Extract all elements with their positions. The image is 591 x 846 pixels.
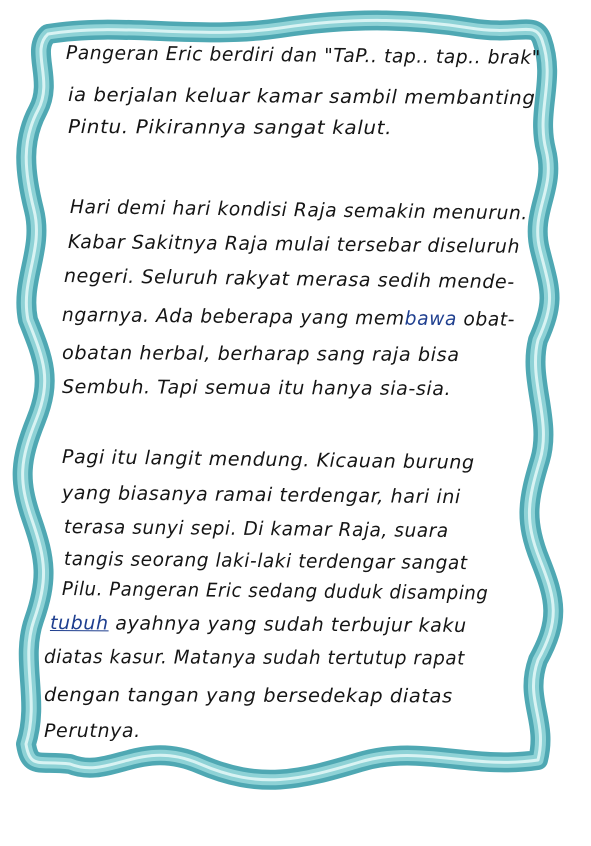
underlined-blue-word: tubuh bbox=[49, 612, 109, 635]
paragraph-3-line-4: tangis seorang laki-laki terdengar sangat bbox=[63, 548, 468, 575]
paragraph-3-line-6 bbox=[50, 612, 467, 637]
paragraph-3-line-5: Pilu. Pangeran Eric sedang duduk disamping bbox=[61, 578, 489, 605]
paragraph-2-line-3: negeri. Seluruh rakyat merasa sedih mende- bbox=[63, 265, 515, 294]
paragraph-3-line-9: Perutnya. bbox=[44, 720, 141, 742]
blue-ink-word: bawa bbox=[404, 307, 458, 331]
paragraph-3-line-3: terasa sunyi sepi. Di kamar Raja, suara bbox=[63, 516, 449, 543]
paragraph-3-line-7: diatas kasur. Matanya sudah tertutup rapat bbox=[43, 646, 465, 670]
paragraph-2-line-1: Hari demi hari kondisi Raja semakin menurun. bbox=[69, 196, 528, 225]
line-4-end-text: obat- bbox=[456, 308, 516, 331]
paragraph-1-line-2: ia berjalan keluar kamar sambil membanting bbox=[67, 84, 536, 110]
paragraph-1-line-1: Pangeran Eric berdiri dan "TaP.. tap.. tap.. brak" bbox=[65, 42, 541, 69]
paragraph-1-line-3: Pintu. Pikirannya sangat kalut. bbox=[67, 116, 393, 140]
line-4-start-text: ngarnya. Ada beberapa yang mem bbox=[61, 304, 405, 330]
paragraph-2-line-6: Sembuh. Tapi semua itu hanya sia-sia. bbox=[61, 376, 452, 401]
paragraph-3-line-8: dengan tangan yang bersedekap diatas bbox=[43, 684, 453, 708]
paragraph-3-line-2: yang biasanya ramai terdengar, hari ini bbox=[61, 482, 461, 509]
line-6-rest-text: ayahnya yang sudah terbujur kaku bbox=[108, 612, 467, 637]
paragraph-3-line-1: Pagi itu langit mendung. Kicauan burung bbox=[61, 446, 475, 474]
paragraph-2-line-5: obatan herbal, berharap sang raja bisa bbox=[61, 342, 460, 367]
paragraph-2-line-4 bbox=[62, 304, 515, 331]
paragraph-2-line-2: Kabar Sakitnya Raja mulai tersebar diseluruh bbox=[67, 231, 521, 258]
